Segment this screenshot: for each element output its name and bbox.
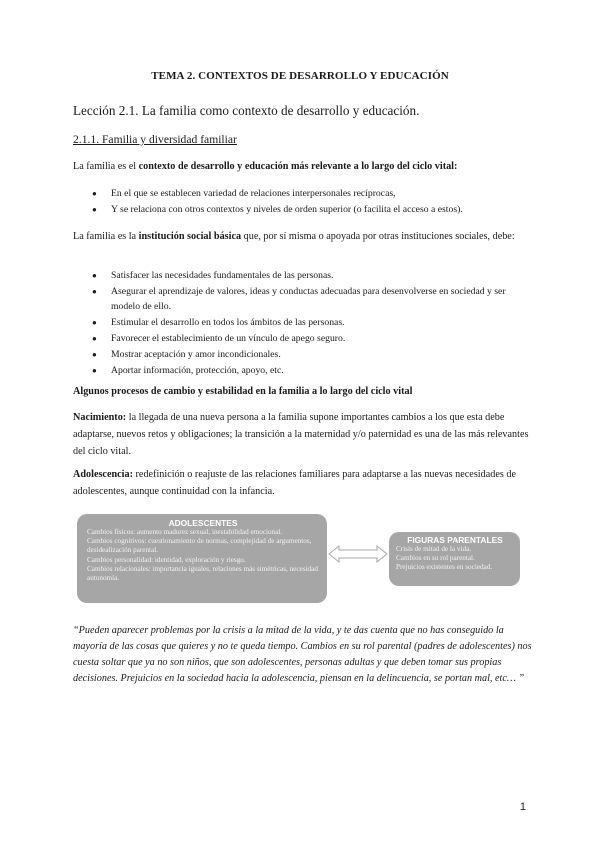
figuras-title: FIGURAS PARENTALES [407, 535, 503, 545]
paragraph-adolescencia [73, 466, 533, 500]
list-item: ● Aportar información, protección, apoyo, etc. [78, 363, 533, 378]
list-item: ● Favorecer el establecimiento de un vínculo de apego seguro. [78, 331, 533, 346]
adolescentes-box [77, 514, 327, 603]
paragraph-institucion [73, 228, 533, 245]
list-item: ● Estimular el desarrollo en todos los ámbitos de las personas. [78, 315, 533, 330]
section-heading: 2.1.1. Familia y diversidad familiar [73, 133, 237, 146]
list-funciones [78, 268, 533, 379]
adolescentes-title: ADOLESCENTES [168, 518, 238, 528]
adolescentes-item: Cambios personalidad: identidad, exploración y riesgo. [87, 555, 246, 564]
adolescencia-text: redefinición o reajuste de las relaciones familiares para adaptarse a las nuevas necesidades de adolescentes, aunque continuidad con la infancia. [73, 469, 516, 497]
list-item: ● Satisfacer las necesidades fundamentales de las personas. [78, 268, 533, 283]
adolescentes-item: Cambios físicos: aumento madurez sexual, inestabilidad emocional. [87, 528, 283, 536]
heading-procesos: Algunos procesos de cambio y estabilidad en la familia a lo largo del ciclo vital [73, 386, 413, 397]
adolescencia-label: Adolescencia: [73, 469, 133, 480]
quote-paragraph: “Pueden aparecer problemas por la crisis a la mitad de la vida, y te das cuenta que no has conseguido la mayoría de las cosas que quieres y no te queda tiempo. Cambios en su rol parental (padres de adolescentes) nos cuesta soltar que ya no son niños, que son adolescentes, personas adultas y que deben tomar sus propias decisiones. Prejuicios en la sociedad hacia la adolescencia, piensan en la delincuencia, se portan mal, etc… ” [73, 625, 532, 684]
list-item: ● Mostrar aceptación y amor incondicionales. [78, 347, 533, 362]
list-contexto [78, 186, 533, 218]
figuras-item: Crisis de mitad de la vida. [396, 545, 472, 553]
list-item: ● Y se relaciona con otros contextos y niveles de orden superior (o facilita el acceso a estos). [78, 202, 533, 217]
para2-suffix: que, por sí misma o apoyada por otras instituciones sociales, debe: [241, 231, 515, 242]
para1-prefix: La familia es el [73, 161, 139, 172]
page-number: 1 [519, 801, 526, 813]
figuras-item: Cambios en su rol parental. [396, 554, 475, 563]
lesson-heading: Lección 2.1. La familia como contexto de desarrollo y educación. [73, 103, 420, 118]
figuras-parentales-box [389, 532, 520, 586]
paragraph-familia-contexto [73, 158, 533, 175]
nacimiento-text: la llegada de una nueva persona a la familia supone importantes cambios a los que esta debe adaptarse, nuevos retos y obligaciones; la transición a la maternidad y/o paternidad es una de las más relevantes del ciclo vital. [73, 412, 529, 457]
para2-bold: institución social básica [138, 231, 242, 242]
figuras-item: Prejuicios existentes en sociedad. [396, 563, 493, 572]
nacimiento-label: Nacimiento: [73, 412, 127, 423]
list-item: ● En el que se establecen variedad de relaciones interpersonales recíprocas, [78, 186, 533, 201]
adolescentes-item: Cambios relacionales: importancia iguales, relaciones más simétricas, necesidad autonomía. [87, 564, 318, 583]
para1-bold: contexto de desarrollo y educación más relevante a lo largo del ciclo vital: [138, 161, 458, 172]
list-item: ● Asegurar el aprendizaje de valores, ideas y conductas adecuadas para desenvolverse en sociedad y ser modelo de ello. [78, 284, 533, 314]
page-title: TEMA 2. CONTEXTOS DE DESARROLLO Y EDUCACIÓN [151, 70, 449, 82]
para2-prefix: La familia es la [73, 231, 139, 242]
adolescentes-item: Cambios cognitivos: cuestionamiento de normas, complejidad de argumentos, desidealización parental. [87, 537, 312, 555]
paragraph-nacimiento [73, 409, 533, 460]
double-arrow-icon [327, 544, 389, 564]
